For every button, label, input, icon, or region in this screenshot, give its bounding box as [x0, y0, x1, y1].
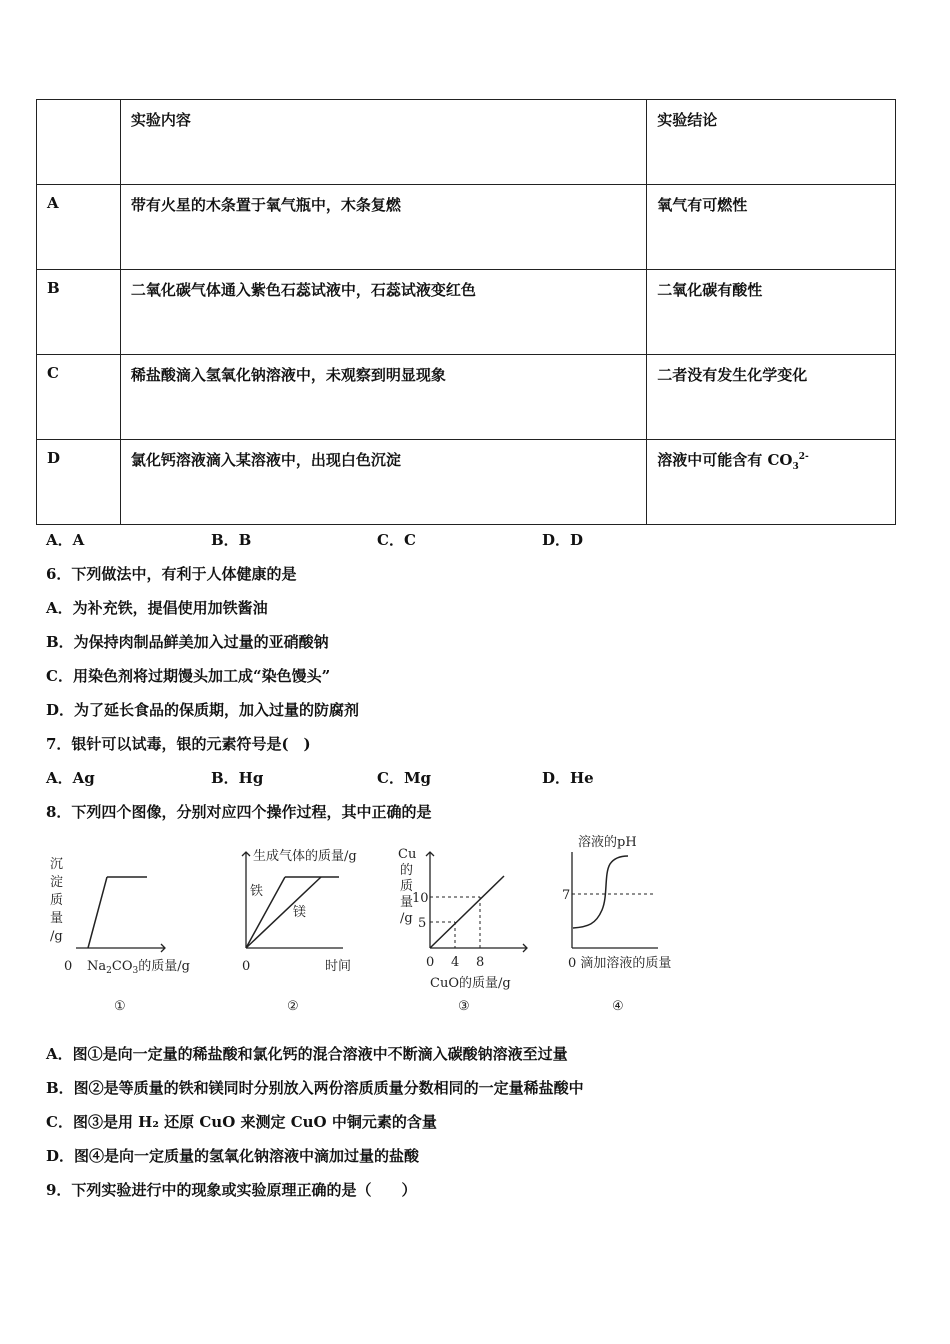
q6-option-a[interactable]: A．为补充铁，提倡使用加铁酱油: [46, 599, 268, 617]
svg-text:量: 量: [50, 911, 64, 926]
graph-4-ytick-7: 7: [562, 888, 571, 903]
table-row: [37, 355, 896, 440]
q8-option-c[interactable]: C．图③是用 H₂ 还原 CuO 来测定 CuO 中铜元素的含量: [46, 1113, 437, 1131]
table-header-cell: 实验结论: [647, 100, 896, 185]
table-header-row: [37, 100, 896, 185]
graph-3-ytick-10: 10: [412, 891, 429, 906]
row-conclusion: [647, 440, 896, 525]
graph-4-y-label: 溶液的pH: [578, 835, 637, 850]
graph-3-x-label: CuO的质量/g: [430, 976, 511, 991]
svg-text:量: 量: [400, 895, 414, 910]
graph-1-x-label: $Na_2CO_3$的质量/g: [87, 959, 190, 976]
graph-2-number: ②: [287, 999, 299, 1014]
q5-options: [46, 529, 746, 549]
graph-4-ph-curve: [573, 856, 628, 928]
table-header-cell: 实验内容: [120, 100, 646, 185]
graph-2-line-label-fe: 铁: [250, 884, 264, 899]
graph-2: [235, 840, 385, 1020]
graph-1-y-label: [50, 857, 63, 944]
row-label: C: [37, 355, 121, 440]
conclusion-superscript: 2-: [798, 452, 809, 462]
option-d[interactable]: D．He: [542, 769, 594, 787]
row-content: 带有火星的木条置于氧气瓶中，木条复燃: [120, 185, 646, 270]
conclusion-text: 溶液中可能含有 CO: [657, 451, 793, 469]
q6-option-d[interactable]: D．为了延长食品的保质期，加入过量的防腐剂: [46, 701, 360, 719]
graph-1-number: ①: [114, 999, 126, 1014]
graph-3-y-label: [398, 847, 416, 926]
q6-option-b[interactable]: B．为保持肉制品鲜美加入过量的亚硝酸钠: [46, 633, 329, 651]
q6-stem: 6．下列做法中，有利于人体健康的是: [46, 565, 297, 583]
graph-2-origin: 0: [242, 959, 251, 974]
svg-text:质: 质: [50, 893, 64, 908]
graph-3-ytick-5: 5: [418, 916, 427, 931]
svg-text:/g: /g: [50, 929, 63, 944]
graph-2-y-label: 生成气体的质量/g: [253, 849, 357, 864]
graph-2-x-label: 时间: [325, 959, 352, 974]
graph-1-rise: [88, 877, 107, 948]
svg-text:沉: 沉: [50, 857, 64, 872]
row-conclusion: 氧气有可燃性: [647, 185, 896, 270]
graph-3-xtick-8: 8: [476, 955, 485, 970]
q8-stem: 8．下列四个图像，分别对应四个操作过程，其中正确的是: [46, 803, 432, 821]
option-c[interactable]: C．Mg: [377, 769, 432, 787]
table-row: [37, 440, 896, 525]
graph-4-number: ④: [612, 999, 624, 1014]
q8-option-b[interactable]: B．图②是等质量的铁和镁同时分别放入两份溶质质量分数相同的一定量稀盐酸中: [46, 1079, 584, 1097]
graph-3-xtick-0: 0: [426, 955, 435, 970]
svg-text:的: 的: [400, 863, 414, 878]
option-b[interactable]: B．Hg: [211, 769, 264, 787]
row-label: D: [37, 440, 121, 525]
q9-stem: 9．下列实验进行中的现象或实验原理正确的是（ ）: [46, 1181, 417, 1199]
q6-option-c[interactable]: C．用染色剂将过期馒头加工成“染色馒头”: [46, 667, 331, 685]
row-conclusion: 二氧化碳有酸性: [647, 270, 896, 355]
table-header-cell: [37, 100, 121, 185]
option-d[interactable]: D．D: [542, 531, 584, 549]
table-row: [37, 270, 896, 355]
q8-option-d[interactable]: D．图④是向一定质量的氢氧化钠溶液中滴加过量的盐酸: [46, 1147, 420, 1165]
row-content: 氯化钙溶液滴入某溶液中，出现白色沉淀: [120, 440, 646, 525]
svg-text:质: 质: [400, 879, 414, 894]
option-c[interactable]: C．C: [377, 531, 416, 549]
graph-1-origin: 0: [64, 959, 73, 974]
row-content: 稀盐酸滴入氢氧化钠溶液中，未观察到明显现象: [120, 355, 646, 440]
graph-4: [560, 830, 700, 1020]
q8-option-a[interactable]: A．图①是向一定量的稀盐酸和氯化钙的混合溶液中不断滴入碳酸钠溶液至过量: [46, 1045, 568, 1063]
graph-1: [40, 840, 200, 1020]
graph-3-xtick-4: 4: [451, 955, 460, 970]
svg-text:Cu: Cu: [398, 847, 417, 862]
table-row: [37, 185, 896, 270]
row-conclusion: 二者没有发生化学变化: [647, 355, 896, 440]
row-content: 二氧化碳气体通入紫色石蕊试液中，石蕊试液变红色: [120, 270, 646, 355]
option-a[interactable]: A．Ag: [46, 769, 95, 787]
conclusion-subscript: 3: [792, 462, 799, 472]
graph-3: [390, 840, 540, 1020]
q7-options: [46, 767, 746, 787]
q7-stem: 7．银针可以试毒，银的元素符号是( ): [46, 735, 311, 753]
option-a[interactable]: A．A: [46, 531, 85, 549]
svg-text:淀: 淀: [50, 875, 64, 890]
row-label: A: [37, 185, 121, 270]
experiment-table: [36, 99, 896, 525]
row-label: B: [37, 270, 121, 355]
option-b[interactable]: B．B: [211, 531, 252, 549]
graph-2-line-label-mg: 镁: [293, 905, 307, 920]
graph-4-x-label: 0 滴加溶液的质量: [568, 956, 672, 971]
graph-3-number: ③: [458, 999, 470, 1014]
svg-text:/g: /g: [400, 911, 413, 926]
graph-3-line: [430, 876, 504, 948]
